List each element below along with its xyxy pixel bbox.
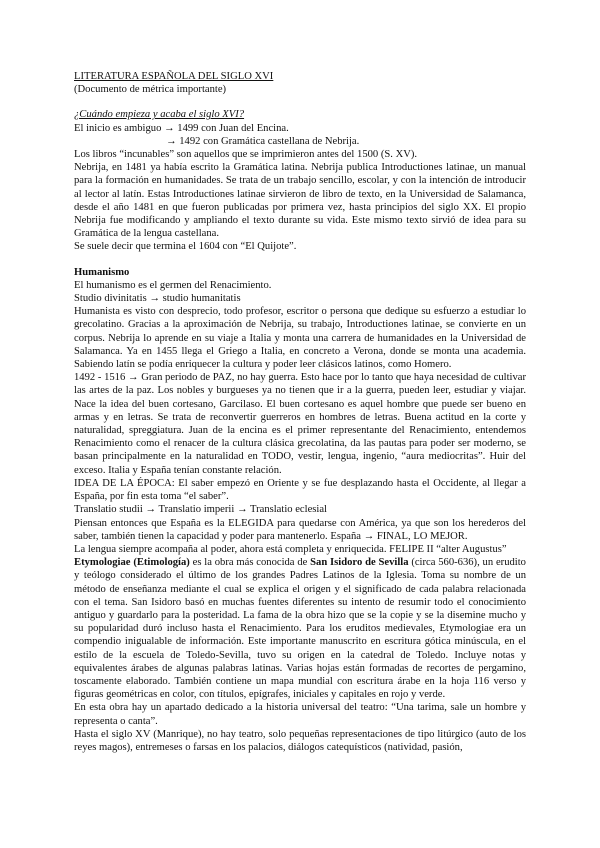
teatro-paragraph: En esta obra hay un apartado dedicado a la historia universal del teatro: “Una tarima, sale un hombre y representa o canta”. — [74, 702, 526, 727]
document-title: LITERATURA ESPAÑOLA DEL SIGLO XVI — [74, 71, 274, 82]
america-paragraph: Piensan entonces que España es la ELEGIDA para quedarse con América, ya que son los herederos del saber, también tienen la capacidad y poder para mantenerlo. España → FINAL, LO MEJOR. — [74, 517, 526, 542]
etymologiae-text-1: es la obra más conocida de — [189, 557, 311, 569]
section-gap — [74, 254, 526, 266]
humanista-paragraph: Humanista es visto con desprecio, todo profesor, escritor o persona que dedique su esfuerzo a estudiar lo grecolatino. Gracias a la aproximación de Nebrija, su trabajo, Introductiones latinae, se convierte en un corpus. Nebrija lo aprende en su viaje a Italia y monta una carrera de humanidades en la Universidad de Salamanca. Ya en 1455 llega el Griego a Italia, en concreto a Verona, donde se monta una academia. Sabiendo latín se podía enriquecer la cultura y poder leer clásicos latinos, como Homero. — [74, 306, 526, 371]
humanismo-line-1: El humanismo es el germen del Renacimiento. — [74, 279, 272, 291]
translatio-line: Translatio studii → Translatio imperii → Translatio eclesial — [74, 504, 327, 516]
quijote-line: Se suele decir que termina el 1604 con “El Quijote”. — [74, 241, 297, 253]
etymologiae-text-2: (circa 560-636), un erudito y teólogo considerado el último de los grandes Padres Latinos de la Iglesia. Toma su nombre de un método de enseñanza mediante el cual se explica el origen y el significado de cada palabra relacionada con el tema. San Isidoro basó en muchas fuentes diferentes su intento de resumir todo el conocimiento antiguo y guardarlo para la posteridad. La fama de la obra hizo que se la copie y se la disemine mucho y su popularidad duró incluso hasta el Renacimiento. Para los eruditos medievales, Etymologiae era un compendio inigualable de información. Este importante manuscrito en escritura gótica minúscula, en el estilo de la escuela de Toledo-Sevilla, tuvo su origen en la catedral de Toledo. Incluye notas y equivalentes árabes de algunas palabras latinas. Varias hojas están formadas de recortes de pergamino, toscamente elaborado. También contiene un mapa mundial con escritura árabe en la hoja 116 verso y figuras geométricas en color, con títulos, epígrafes, iniciales y capitales en rojo y verde. — [74, 557, 526, 701]
etymologiae-paragraph — [74, 556, 526, 701]
siglo-xv-paragraph: Hasta el siglo XV (Manrique), no hay teatro, solo pequeñas representaciones de tipo litúrgico (auto de los reyes magos), entremeses o farsas en los palacios, diálogos catequísticos (natividad, pasión, — [74, 728, 526, 753]
start-line-2: → 1492 con Gramática castellana de Nebrija. — [166, 135, 360, 147]
incunables-line: Los libros “incunables” son aquellos que se imprimieron antes del 1500 (S. XV). — [74, 149, 418, 161]
start-line-1: El inicio es ambiguo → 1499 con Juan del Encina. — [74, 122, 289, 134]
humanismo-heading: Humanismo — [74, 266, 130, 278]
etymologiae-title: Etymologiae (Etimología) — [74, 557, 190, 569]
nebrija-paragraph: Nebrija, en 1481 ya había escrito la Gramática latina. Nebrija publica Introductiones latinae, un manual para la formación en humanidades. Se trata de un trabajo sencillo, escolar, y con la intención de introducir al lector al latín. Estas Introductiones latinae sirvieron de libro de texto, en la Universidad de Salamanca, desde el año 1481 en que fueron publicadas por primera vez, hasta principios del siglo XX. El propio Nebrija fue modificando y ampliando el texto durante su vida. Este mismo texto sirvió de idea para su Gramática de la lengua castellana. — [74, 162, 526, 240]
paz-paragraph: 1492 - 1516 → Gran periodo de PAZ, no hay guerra. Esto hace por lo tanto que haya necesidad de cultivar las artes de la paz. Los nobles y burgueses ya no tienen que ir a la guerra, pueden leer, estudiar y viajar. Nace la idea del buen cortesano, Garcilaso. El buen cortesano es aquel hombre que puede ser bueno en armas y en letras. Se trata de reconvertir guerreros en hombres de letras. Buena actitud en la corte y naturalidad, spreggiatura. Juan de la encina es el primer representante del Renacimiento, entendemos Renacimiento como el renacer de la cultura clásica grecolatina, da las pautas para poder ser moderno, se basan principalmente en la naturalidad en TODO, vestir, lengua, ingenio, “aura mediocritas”. Huir del exceso. Italia y España tenían constante relación. — [74, 372, 526, 476]
humanismo-line-2: Studio divinitatis → studio humanitatis — [74, 293, 241, 305]
question-heading: ¿Cuándo empieza y acaba el siglo XVI? — [74, 109, 245, 121]
lengua-paragraph: La lengua siempre acompaña al poder, ahora está completa y enriquecida. FELIPE II “alter Augustus” — [74, 543, 507, 555]
san-isidoro-name: San Isidoro de Sevilla — [310, 557, 409, 569]
document-subtitle: (Documento de métrica importante) — [74, 84, 227, 96]
epoca-paragraph: IDEA DE LA ÉPOCA: El saber empezó en Oriente y se fue desplazando hasta el Occidente, al llegar a España, por fin esta toma “el saber”. — [74, 477, 526, 503]
